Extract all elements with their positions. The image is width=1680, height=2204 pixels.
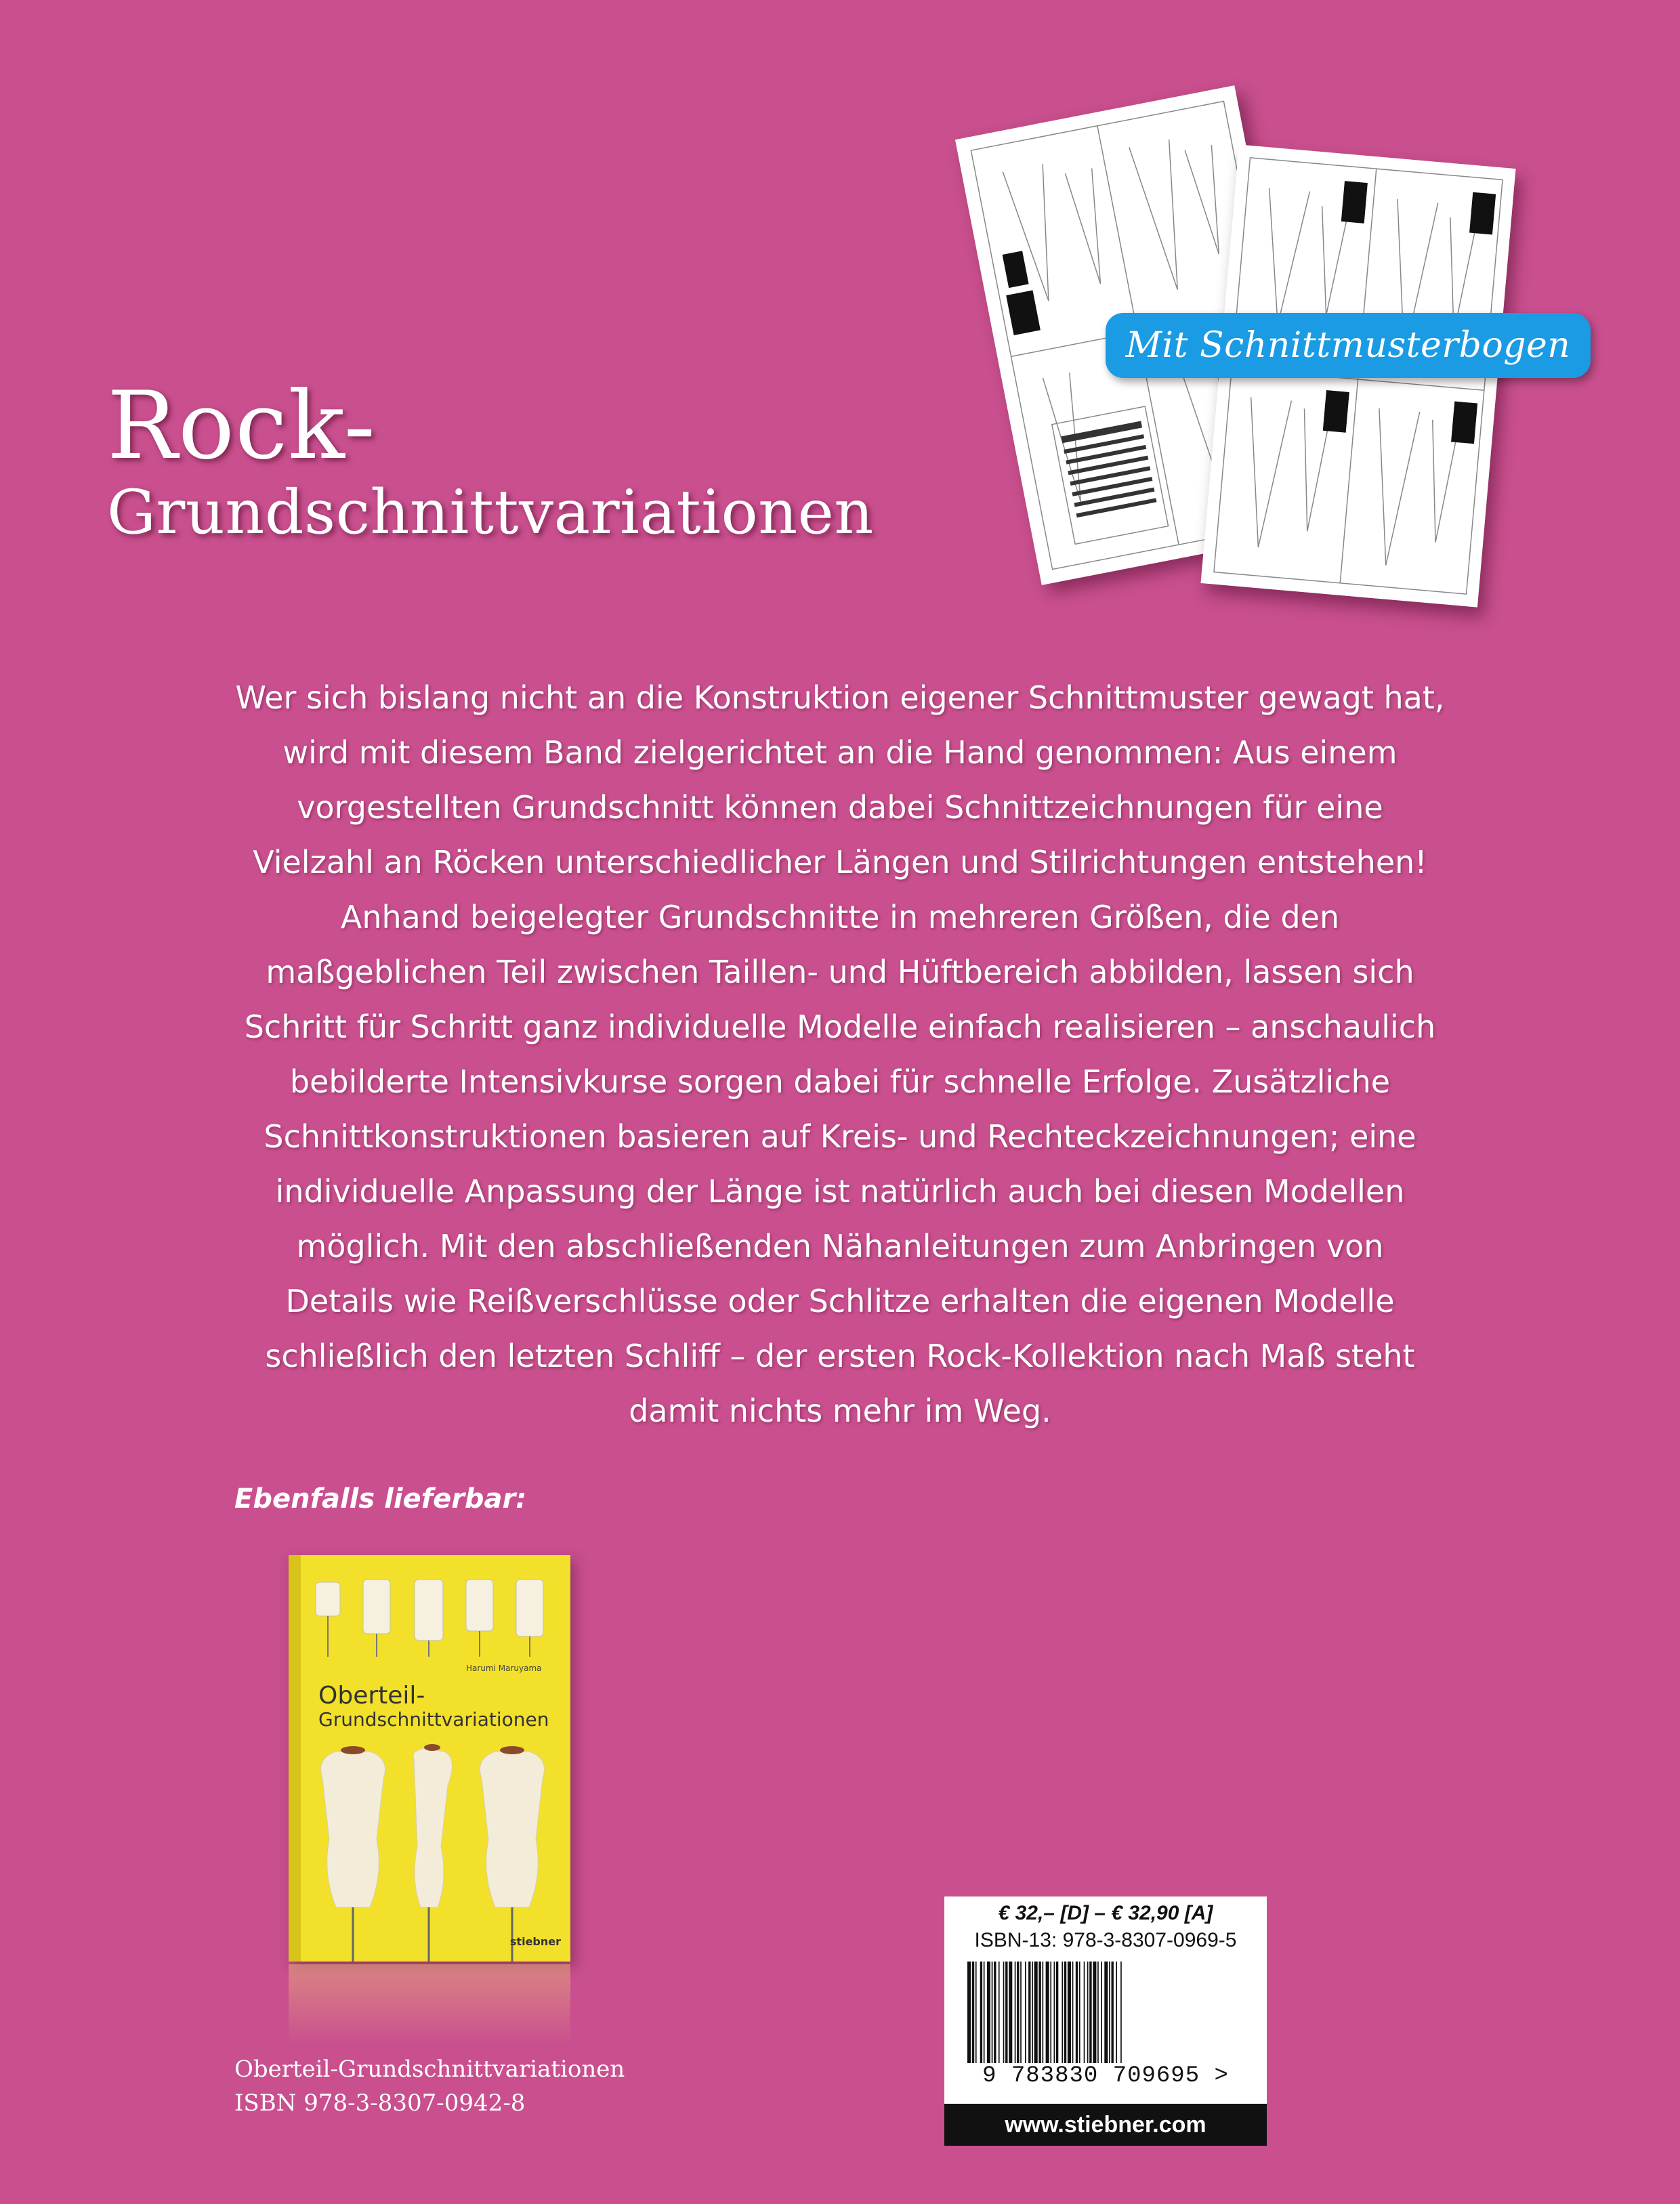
mannequin-illustration [289, 1555, 570, 1962]
related-book-author: Harumi Maruyama [466, 1663, 542, 1673]
barcode-box [944, 1896, 1267, 2146]
description-line: Vielzahl an Röcken unterschiedlicher Längen und Stilrichtungen entstehen! [253, 844, 1427, 881]
description-line: damit nichts mehr im Weg. [629, 1393, 1051, 1429]
book-title-line1: Rock- [107, 371, 377, 480]
related-book-cover-title-line2: Grundschnittvariationen [318, 1708, 549, 1731]
description-line: wird mit diesem Band zielgerichtet an die Hand genommen: Aus einem [282, 734, 1398, 771]
description-line: individuelle Anpassung der Länge ist natürlich auch bei diesen Modellen [275, 1173, 1405, 1210]
barcode-digits: 9 783830 709695 > [982, 2063, 1229, 2089]
related-book-cover [289, 1555, 570, 1962]
related-book-publisher: stiebner [509, 1935, 561, 1948]
description-line: Wer sich bislang nicht an die Konstruktion eigener Schnittmuster gewagt hat, [235, 679, 1445, 716]
related-book-cover-title [318, 1682, 549, 1730]
book-reflection [289, 1964, 570, 2046]
related-book-caption-title: Oberteil-Grundschnittvariationen [234, 2056, 625, 2083]
description-line: schließlich den letzten Schliff – der ersten Rock-Kollektion nach Maß steht [265, 1338, 1415, 1374]
isbn13-label: ISBN-13: 978-3-8307-0969-5 [974, 1929, 1237, 1951]
description-line: Details wie Reißverschlüsse oder Schlitze erhalten die eigenen Modelle [285, 1283, 1395, 1319]
description [203, 671, 1477, 1439]
description-line: vorgestellten Grundschnitt können dabei Schnittzeichnungen für eine [297, 789, 1383, 826]
publisher-url: www.stiebner.com [944, 2104, 1267, 2146]
description-line: maßgeblichen Teil zwischen Taillen- und Hüftbereich abbilden, lassen sich [266, 954, 1414, 990]
price-label: € 32,– [D] – € 32,90 [A] [998, 1902, 1213, 1924]
related-book-caption [234, 2052, 625, 2120]
barcode-bars [965, 1962, 1256, 2063]
book-title [107, 371, 874, 548]
also-available-heading: Ebenfalls lieferbar: [234, 1483, 527, 1514]
description-line: möglich. Mit den abschließenden Nähanleitungen zum Anbringen von [296, 1228, 1384, 1265]
book-title-line2: Grundschnittvariationen [107, 477, 874, 548]
related-book-cover-title-line1: Oberteil- [318, 1682, 425, 1710]
pattern-sheet-badge: Mit Schnittmusterbogen [1106, 313, 1591, 378]
description-line: Schritt für Schritt ganz individuelle Modelle einfach realisieren – anschaulich [244, 1009, 1436, 1045]
description-line: Anhand beigelegter Grundschnitte in mehreren Größen, die den [340, 899, 1340, 935]
related-book-caption-isbn: ISBN 978-3-8307-0942-8 [234, 2090, 526, 2117]
description-line: Schnittkonstruktionen basieren auf Kreis- und Rechteckzeichnungen; eine [264, 1118, 1416, 1155]
description-line: bebilderte Intensivkurse sorgen dabei für schnelle Erfolge. Zusätzliche [289, 1063, 1391, 1100]
